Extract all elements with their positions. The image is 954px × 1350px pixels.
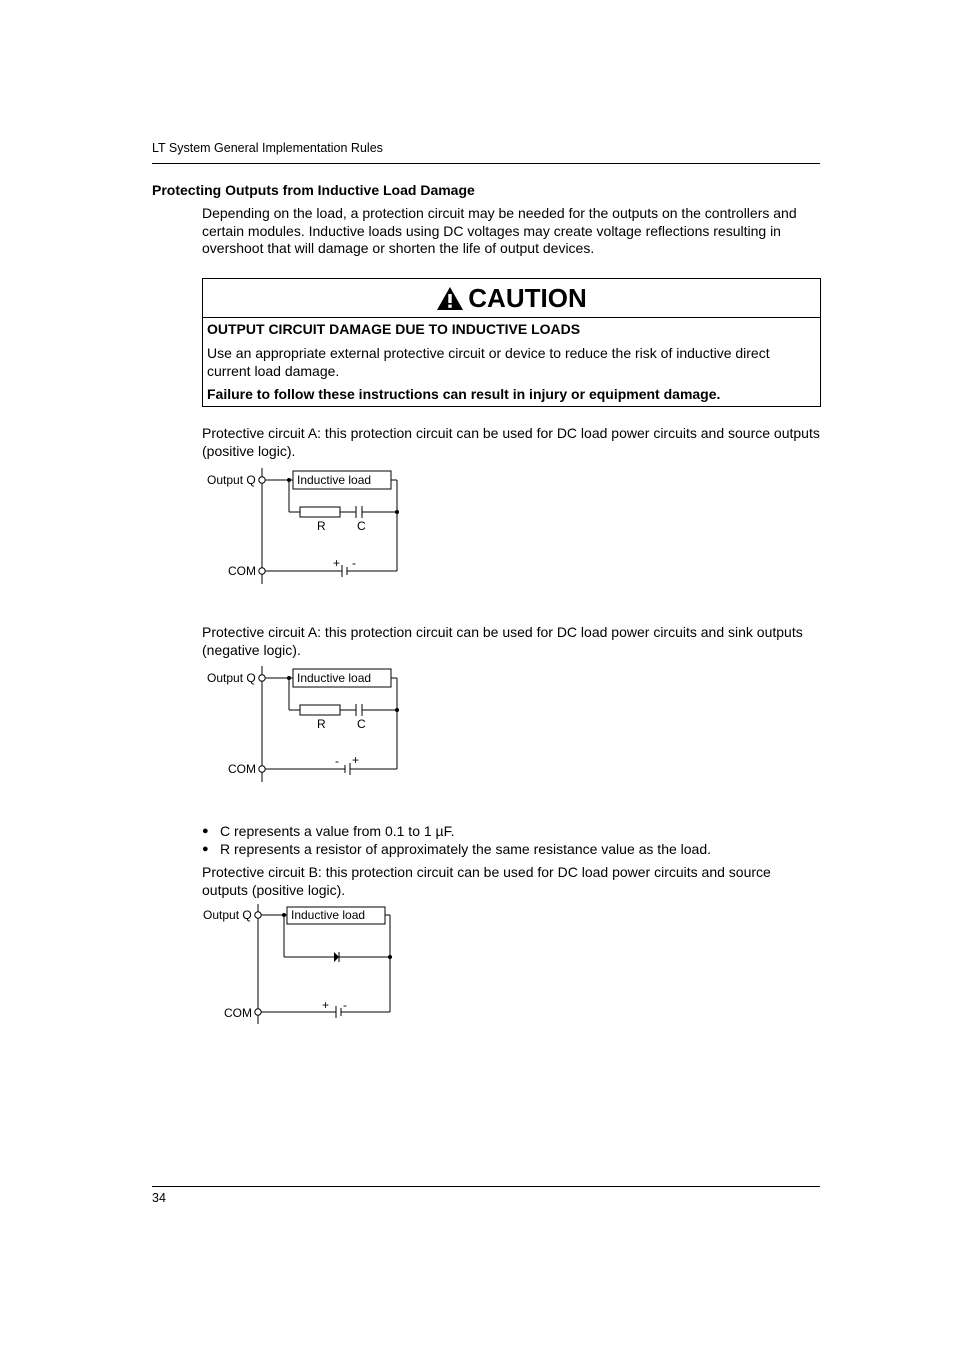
circuit-a-sink-diagram [200, 660, 410, 785]
caution-failure-text: Failure to follow these instructions can result in injury or equipment damage. [207, 386, 721, 402]
capacitor-label: C [357, 717, 366, 731]
polarity-right: - [352, 556, 356, 570]
output-q-label: Output Q [207, 473, 256, 487]
capacitor-label: C [357, 519, 366, 533]
intro-paragraph: Depending on the load, a protection circuit may be needed for the outputs on the controllers and certain modules. Inductive loads using DC voltages may create voltage reflections resulting in overshoot that will damage or shorten the life of output devices. [202, 205, 797, 256]
caution-subtitle: OUTPUT CIRCUIT DAMAGE DUE TO INDUCTIVE LOADS [207, 321, 581, 337]
page-number: 34 [152, 1191, 166, 1205]
circuit-b-source-diagram [198, 898, 408, 1028]
com-label: COM [224, 1006, 252, 1020]
polarity-right: - [343, 998, 347, 1012]
footer-rule [152, 1186, 820, 1187]
caution-header [203, 279, 820, 318]
running-header: LT System General Implementation Rules [152, 141, 383, 155]
inductive-load-label: Inductive load [291, 908, 366, 922]
resistor-label: R [317, 519, 326, 533]
output-q-label: Output Q [203, 908, 252, 922]
polarity-left: - [335, 754, 339, 768]
list-item: ● C represents a value from 0.1 to 1 µF. [202, 822, 822, 840]
com-label: COM [228, 762, 256, 776]
list-item: ● R represents a resistor of approximately the same resistance value as the load. [202, 840, 822, 858]
warning-triangle-icon [436, 286, 464, 311]
resistor-label: R [317, 717, 326, 731]
inductive-load-label: Inductive load [297, 473, 372, 487]
section-title: Protecting Outputs from Inductive Load Damage [152, 182, 475, 198]
caution-box [202, 278, 821, 407]
circuit-a-source-diagram [200, 462, 410, 587]
polarity-left: + [333, 556, 341, 570]
polarity-left: + [322, 998, 330, 1012]
circuit-a-sink-description: Protective circuit A: this protection circuit can be used for DC load power circuits and sink outputs (negative logic). [202, 624, 803, 658]
output-q-label: Output Q [207, 671, 256, 685]
circuit-b-source-description: Protective circuit B: this protection circuit can be used for DC load power circuits and source outputs (positive logic). [202, 864, 771, 898]
caution-body: Use an appropriate external protective circuit or device to reduce the risk of inductive direct current load damage. [207, 345, 770, 379]
caution-label: CAUTION [468, 282, 587, 313]
notes-list [202, 822, 822, 858]
polarity-right: + [352, 753, 360, 767]
circuit-a-source-description: Protective circuit A: this protection circuit can be used for DC load power circuits and source outputs (positive logic). [202, 425, 820, 459]
inductive-load-label: Inductive load [297, 671, 372, 685]
com-label: COM [228, 564, 256, 578]
header-rule [152, 163, 820, 164]
